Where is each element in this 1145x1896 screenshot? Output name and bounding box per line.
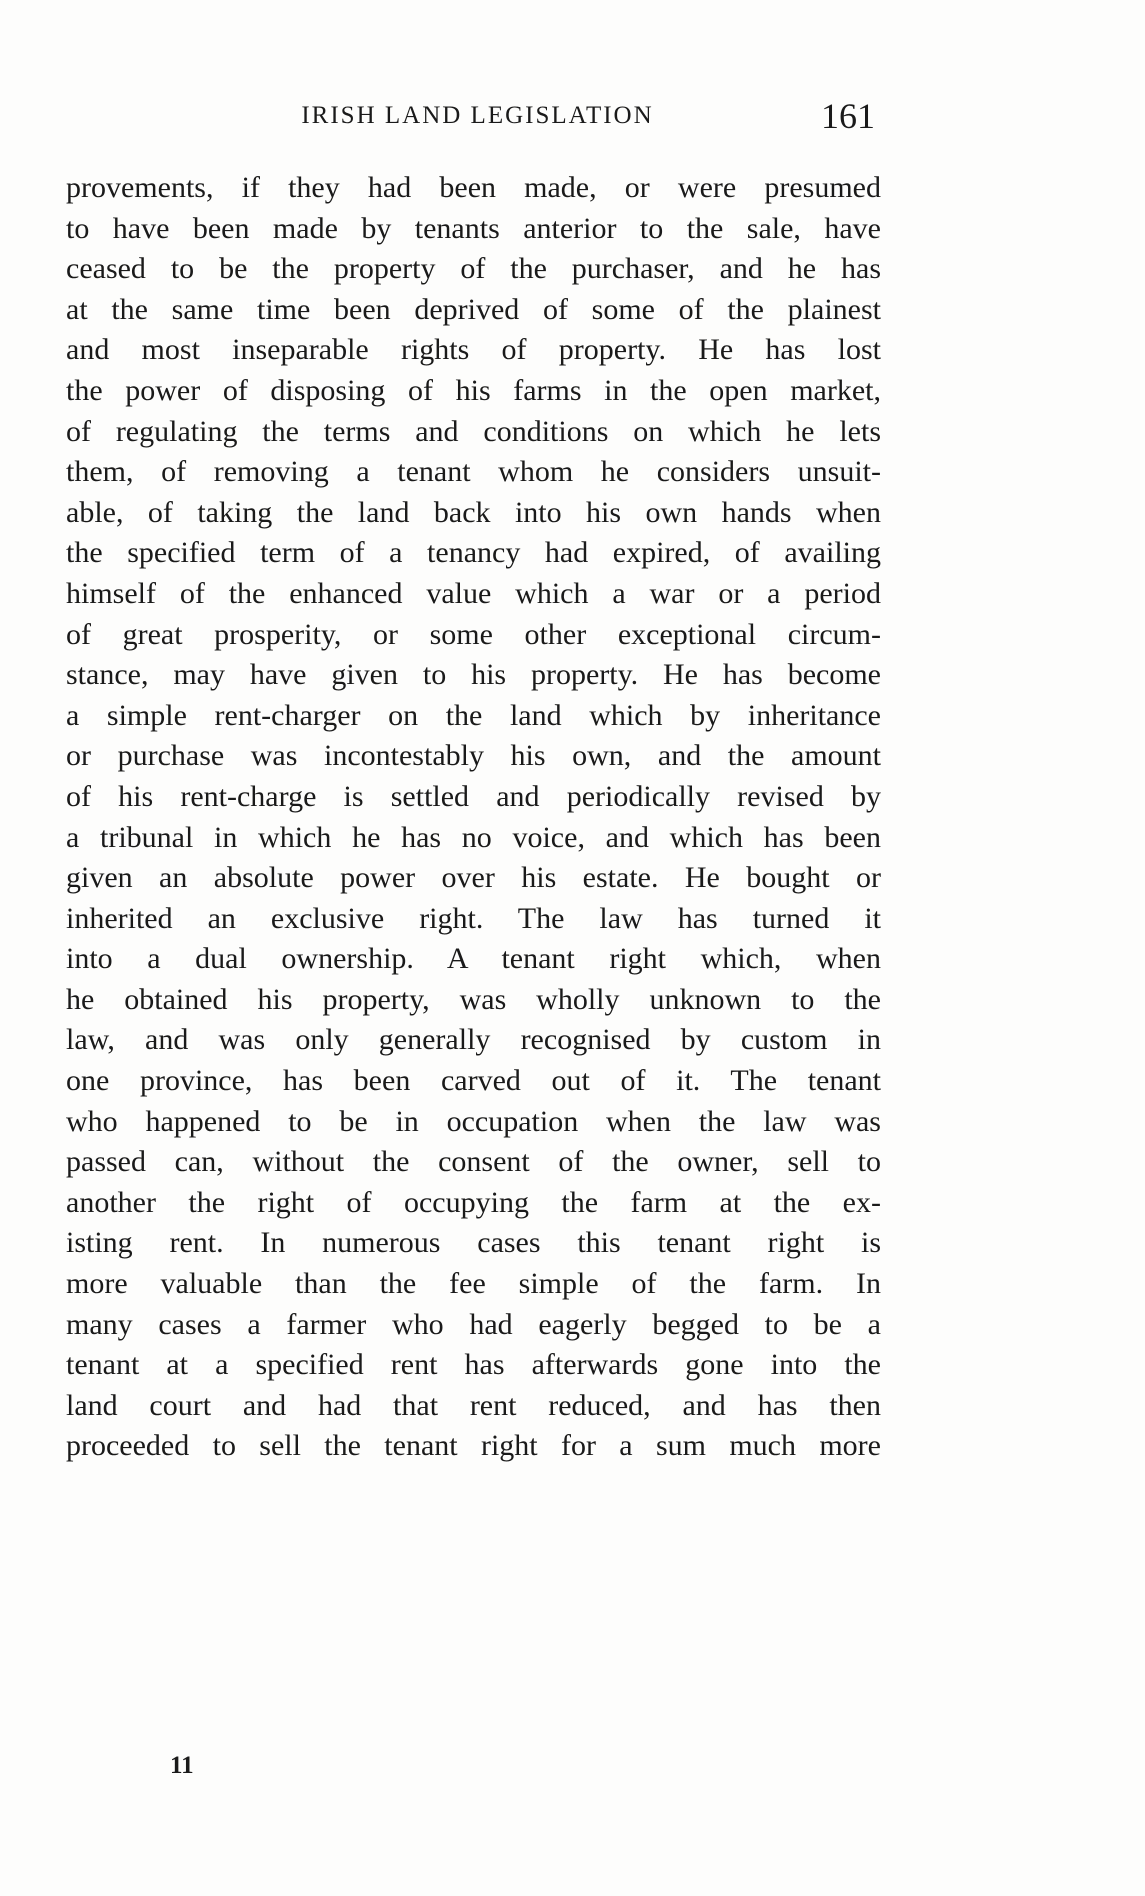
text-line: himself of the enhanced value which a war or a period xyxy=(66,576,881,610)
text-line: or purchase was incontestably his own, and the amount xyxy=(66,739,881,773)
text-line: one province, has been carved out of it. The tenant xyxy=(66,1064,881,1098)
text-line: given an absolute power over his estate. He bought or xyxy=(66,861,881,895)
text-line: stance, may have given to his property. He has become xyxy=(66,658,881,692)
signature-mark: 11 xyxy=(170,1752,194,1779)
text-line: another the right of occupying the farm at the ex- xyxy=(66,1185,881,1219)
running-head xyxy=(70,92,885,142)
text-line: of great prosperity, or some other exceptional circum- xyxy=(66,617,881,651)
text-line: at the same time been deprived of some of the plainest xyxy=(66,292,881,326)
text-line: isting rent. In numerous cases this tenant right is xyxy=(66,1226,881,1260)
text-line: of regulating the terms and conditions on which he lets xyxy=(66,414,881,448)
text-line: provements, if they had been made, or were presumed xyxy=(66,171,881,204)
text-line: proceeded to sell the tenant right for a sum much more xyxy=(66,1429,881,1463)
text-line: many cases a farmer who had eagerly begged to be a xyxy=(66,1307,881,1341)
text-line: to have been made by tenants anterior to the sale, have xyxy=(66,211,881,245)
text-line: the specified term of a tenancy had expired, of availing xyxy=(66,536,881,570)
text-line: and most inseparable rights of property. He has lost xyxy=(66,333,881,367)
text-line: a tribunal in which he has no voice, and which has been xyxy=(66,820,881,854)
text-line: passed can, without the consent of the owner, sell to xyxy=(66,1145,881,1179)
text-line: law, and was only generally recognised by custom in xyxy=(66,1023,881,1057)
page-number: 161 xyxy=(821,96,875,136)
text-line: them, of removing a tenant whom he considers unsuit- xyxy=(66,455,881,489)
text-line: who happened to be in occupation when the law was xyxy=(66,1104,881,1138)
text-line: land court and had that rent reduced, and has then xyxy=(66,1388,881,1422)
running-title: IRISH LAND LEGISLATION xyxy=(301,102,654,129)
text-line: able, of taking the land back into his own hands when xyxy=(66,495,881,529)
text-line: the power of disposing of his farms in the open market, xyxy=(66,373,881,407)
text-line: he obtained his property, was wholly unknown to the xyxy=(66,982,881,1016)
text-line: inherited an exclusive right. The law has turned it xyxy=(66,901,881,935)
text-line: into a dual ownership. A tenant right which, when xyxy=(66,942,881,976)
text-line: tenant at a specified rent has afterwards gone into the xyxy=(66,1348,881,1382)
text-line: ceased to be the property of the purchaser, and he has xyxy=(66,252,881,286)
text-line: of his rent-charge is settled and periodically revised by xyxy=(66,779,881,813)
text-line: more valuable than the fee simple of the farm. In xyxy=(66,1267,881,1301)
text-line: a simple rent-charger on the land which by inheritance xyxy=(66,698,881,732)
body-text xyxy=(66,168,881,1467)
